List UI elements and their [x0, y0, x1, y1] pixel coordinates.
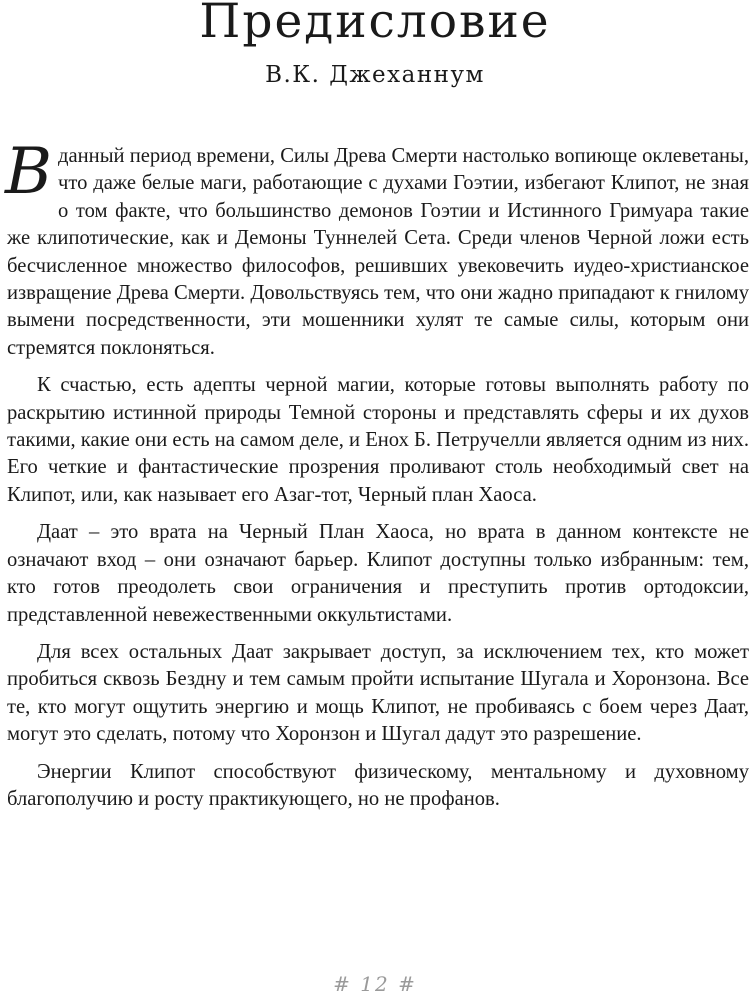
page-title: Предисловие: [199, 0, 551, 49]
paragraph-2: К счастью, есть адепты черной магии, которые готовы выполнять работу по раскрытию истинной природы Темной стороны и представлять сферы и их духов такими, какие они есть на самом деле, и Енох Б. Петручелли является одним из них. Его четкие и фантастические прозрения проливают столь необходимый свет на Клипот, или, как называет его Азаг-тот, Черный план Хаоса.: [7, 374, 749, 506]
page-number: # 12 #: [333, 972, 417, 996]
drop-cap: В: [5, 135, 53, 209]
paragraph-3: Даат – это врата на Черный План Хаоса, но врата в данном контексте не означают вход – они означают барьер. Клипот доступны только избранным: тем, кто готов преодолеть свои ограничения и преступить против ортодоксии, представленной невежественными оккультистами.: [7, 521, 749, 626]
author-name: В.К. Джеханнум: [265, 62, 485, 88]
paragraph-5: Энергии Клипот способствуют физическому, ментальному и духовному благополучию и росту практикующего, но не профанов.: [7, 760, 749, 810]
paragraph-text: данный период времени, Силы Древа Смерти настолько вопиюще оклеветаны, что даже белые маги, работающие с духами Гоэтии, избегают Клипот, не зная о том факте, что большинство демонов Гоэтии и Истинного Гримуара такие же клипотические, как и Демоны Туннелей Сета. Среди членов Черной ложи есть бесчисленное множество философов, решивших увековечить иудео-христианское извращение Древа Смерти. Довольствуясь тем, что они жадно припадают к гнилому вымени посредственности, эти мошенники хулят те самые силы, которым они стремятся поклоняться.: [7, 145, 749, 359]
paragraph-4: Для всех остальных Даат закрывает доступ, за исключением тех, кто может пробиться сквозь Бездну и тем самым пройти испытание Шугала и Хоронзона. Все те, кто могут ощутить энергию и мощь Клипот, не пробиваясь с боем через Даат, могут это сделать, потому что Хоронзон и Шугал дадут это разрешение.: [7, 640, 749, 746]
body-text: [5, 135, 749, 823]
paragraph-1: [5, 135, 749, 362]
